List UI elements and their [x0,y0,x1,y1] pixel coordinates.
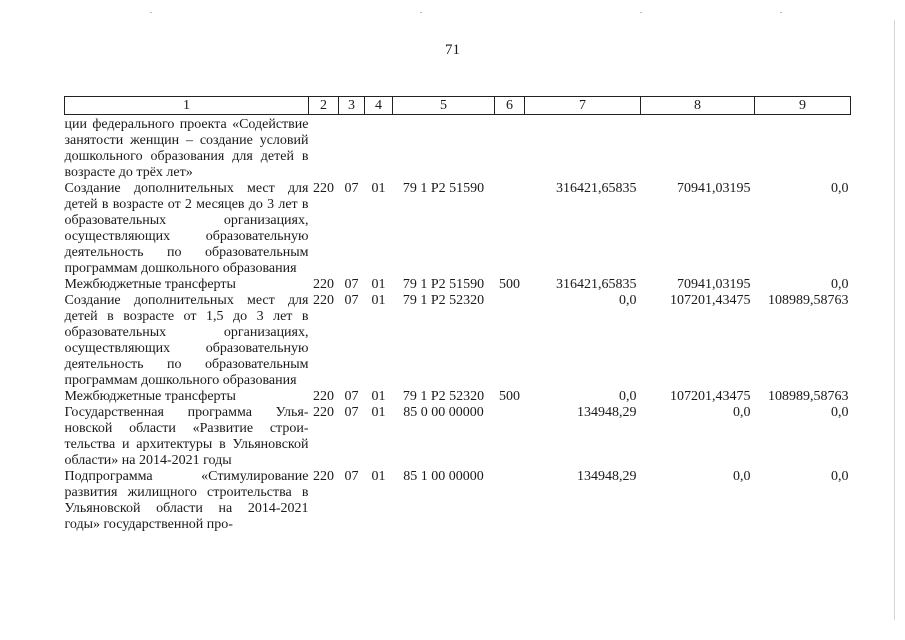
table-row [65,389,851,405]
code-section: 07 [344,389,359,404]
code-subsection: 01 [371,469,386,484]
table-header-row [65,97,851,115]
code-subsection: 01 [371,293,386,308]
code-target-article: 85 0 00 00000 [403,405,484,420]
code-section: 07 [344,181,359,196]
code-admin [309,115,339,182]
code-target-article: 79 1 P2 52320 [402,389,485,404]
code-expense-type: 500 [499,389,520,404]
amount-col9: 0,0 [831,277,849,292]
code-expense-type [495,469,525,533]
column-header-8: 8 [641,97,755,115]
budget-table [64,96,851,533]
row-name: Межбюджетные трансферты [64,389,236,404]
column-header-3: 3 [339,97,365,115]
code-target-article: 79 1 P2 51590 [402,277,485,292]
code-section: 07 [344,277,359,292]
amount-col7: 316421,65835 [556,181,637,196]
scan-edge-line [894,20,895,620]
code-subsection: 01 [371,181,386,196]
page-number: 71 [445,42,460,58]
code-expense-type [495,293,525,389]
column-header-7: 7 [525,97,641,115]
amount-col7 [525,115,641,182]
table-row [65,405,851,469]
code-subsection: 01 [371,277,386,292]
amount-col9 [755,115,851,182]
row-name: Подпрограмма «Стимулирование развития жилищного строительства в Ульяновской области на 2014-2021 годы» государственной про- [64,469,309,532]
amount-col8: 107201,43475 [670,389,751,404]
code-section: 07 [344,293,359,308]
amount-col7: 134948,29 [577,469,637,484]
code-target-article: 85 1 00 00000 [403,469,484,484]
amount-col8: 107201,43475 [670,293,751,308]
scan-speck [780,12,782,13]
scan-speck [150,12,152,13]
code-admin: 220 [313,469,334,484]
code-target-article: 79 1 P2 52320 [402,293,485,308]
code-expense-type [495,405,525,469]
row-name: Государственная программа Ульяновской области «Развитие строительства и архитектуры в Ульяновской области» на 2014-2021 годы [64,405,309,468]
table-row [65,293,851,389]
amount-col8: 70941,03195 [677,277,751,292]
column-header-6: 6 [495,97,525,115]
code-admin: 220 [313,181,334,196]
row-name: Создание дополнительных мест для детей в возрасте от 2 месяцев до 3 лет в образовательных организациях, осуществляющих образовательную деятельность по образовательным программам дошкольного образования [64,181,309,276]
amount-col8: 0,0 [733,405,751,420]
column-header-1: 1 [65,97,309,115]
code-admin: 220 [313,405,334,420]
code-section: 07 [344,405,359,420]
table-row [65,277,851,293]
column-header-5: 5 [393,97,495,115]
code-expense-type [495,115,525,182]
amount-col9: 0,0 [831,181,849,196]
column-header-9: 9 [755,97,851,115]
code-subsection: 01 [371,389,386,404]
row-name: Создание дополнительных мест для детей в возрасте от 1,5 до 3 лет в образовательных организациях, осуществляющих образовательную деятельность по образовательным программам дошкольного образования [64,293,309,388]
amount-col8: 0,0 [733,469,751,484]
amount-col8 [641,115,755,182]
amount-col7: 316421,65835 [556,277,637,292]
scan-speck [640,12,642,13]
amount-col7: 134948,29 [577,405,637,420]
amount-col9: 0,0 [831,405,849,420]
code-expense-type: 500 [499,277,520,292]
table-row [65,181,851,277]
code-admin: 220 [313,389,334,404]
code-section [339,115,365,182]
table-row [65,115,851,182]
code-expense-type [495,181,525,277]
amount-col9: 0,0 [831,469,849,484]
column-header-2: 2 [309,97,339,115]
scan-speck [420,12,422,13]
code-subsection: 01 [371,405,386,420]
amount-col7: 0,0 [619,293,637,308]
table-row [65,469,851,533]
code-subsection [365,115,393,182]
amount-col8: 70941,03195 [677,181,751,196]
code-section: 07 [344,469,359,484]
amount-col9: 108989,58763 [768,389,849,404]
code-target-article: 79 1 P2 51590 [402,181,485,196]
row-name: Межбюджетные трансферты [64,277,236,292]
code-admin: 220 [313,293,334,308]
code-admin: 220 [313,277,334,292]
amount-col7: 0,0 [619,389,637,404]
column-header-4: 4 [365,97,393,115]
amount-col9: 108989,58763 [768,293,849,308]
code-target-article [393,115,495,182]
row-name: ции федерального проекта «Содействие занятости женщин – создание условий дошкольного образования для детей в возрасте до трёх лет» [64,117,309,180]
